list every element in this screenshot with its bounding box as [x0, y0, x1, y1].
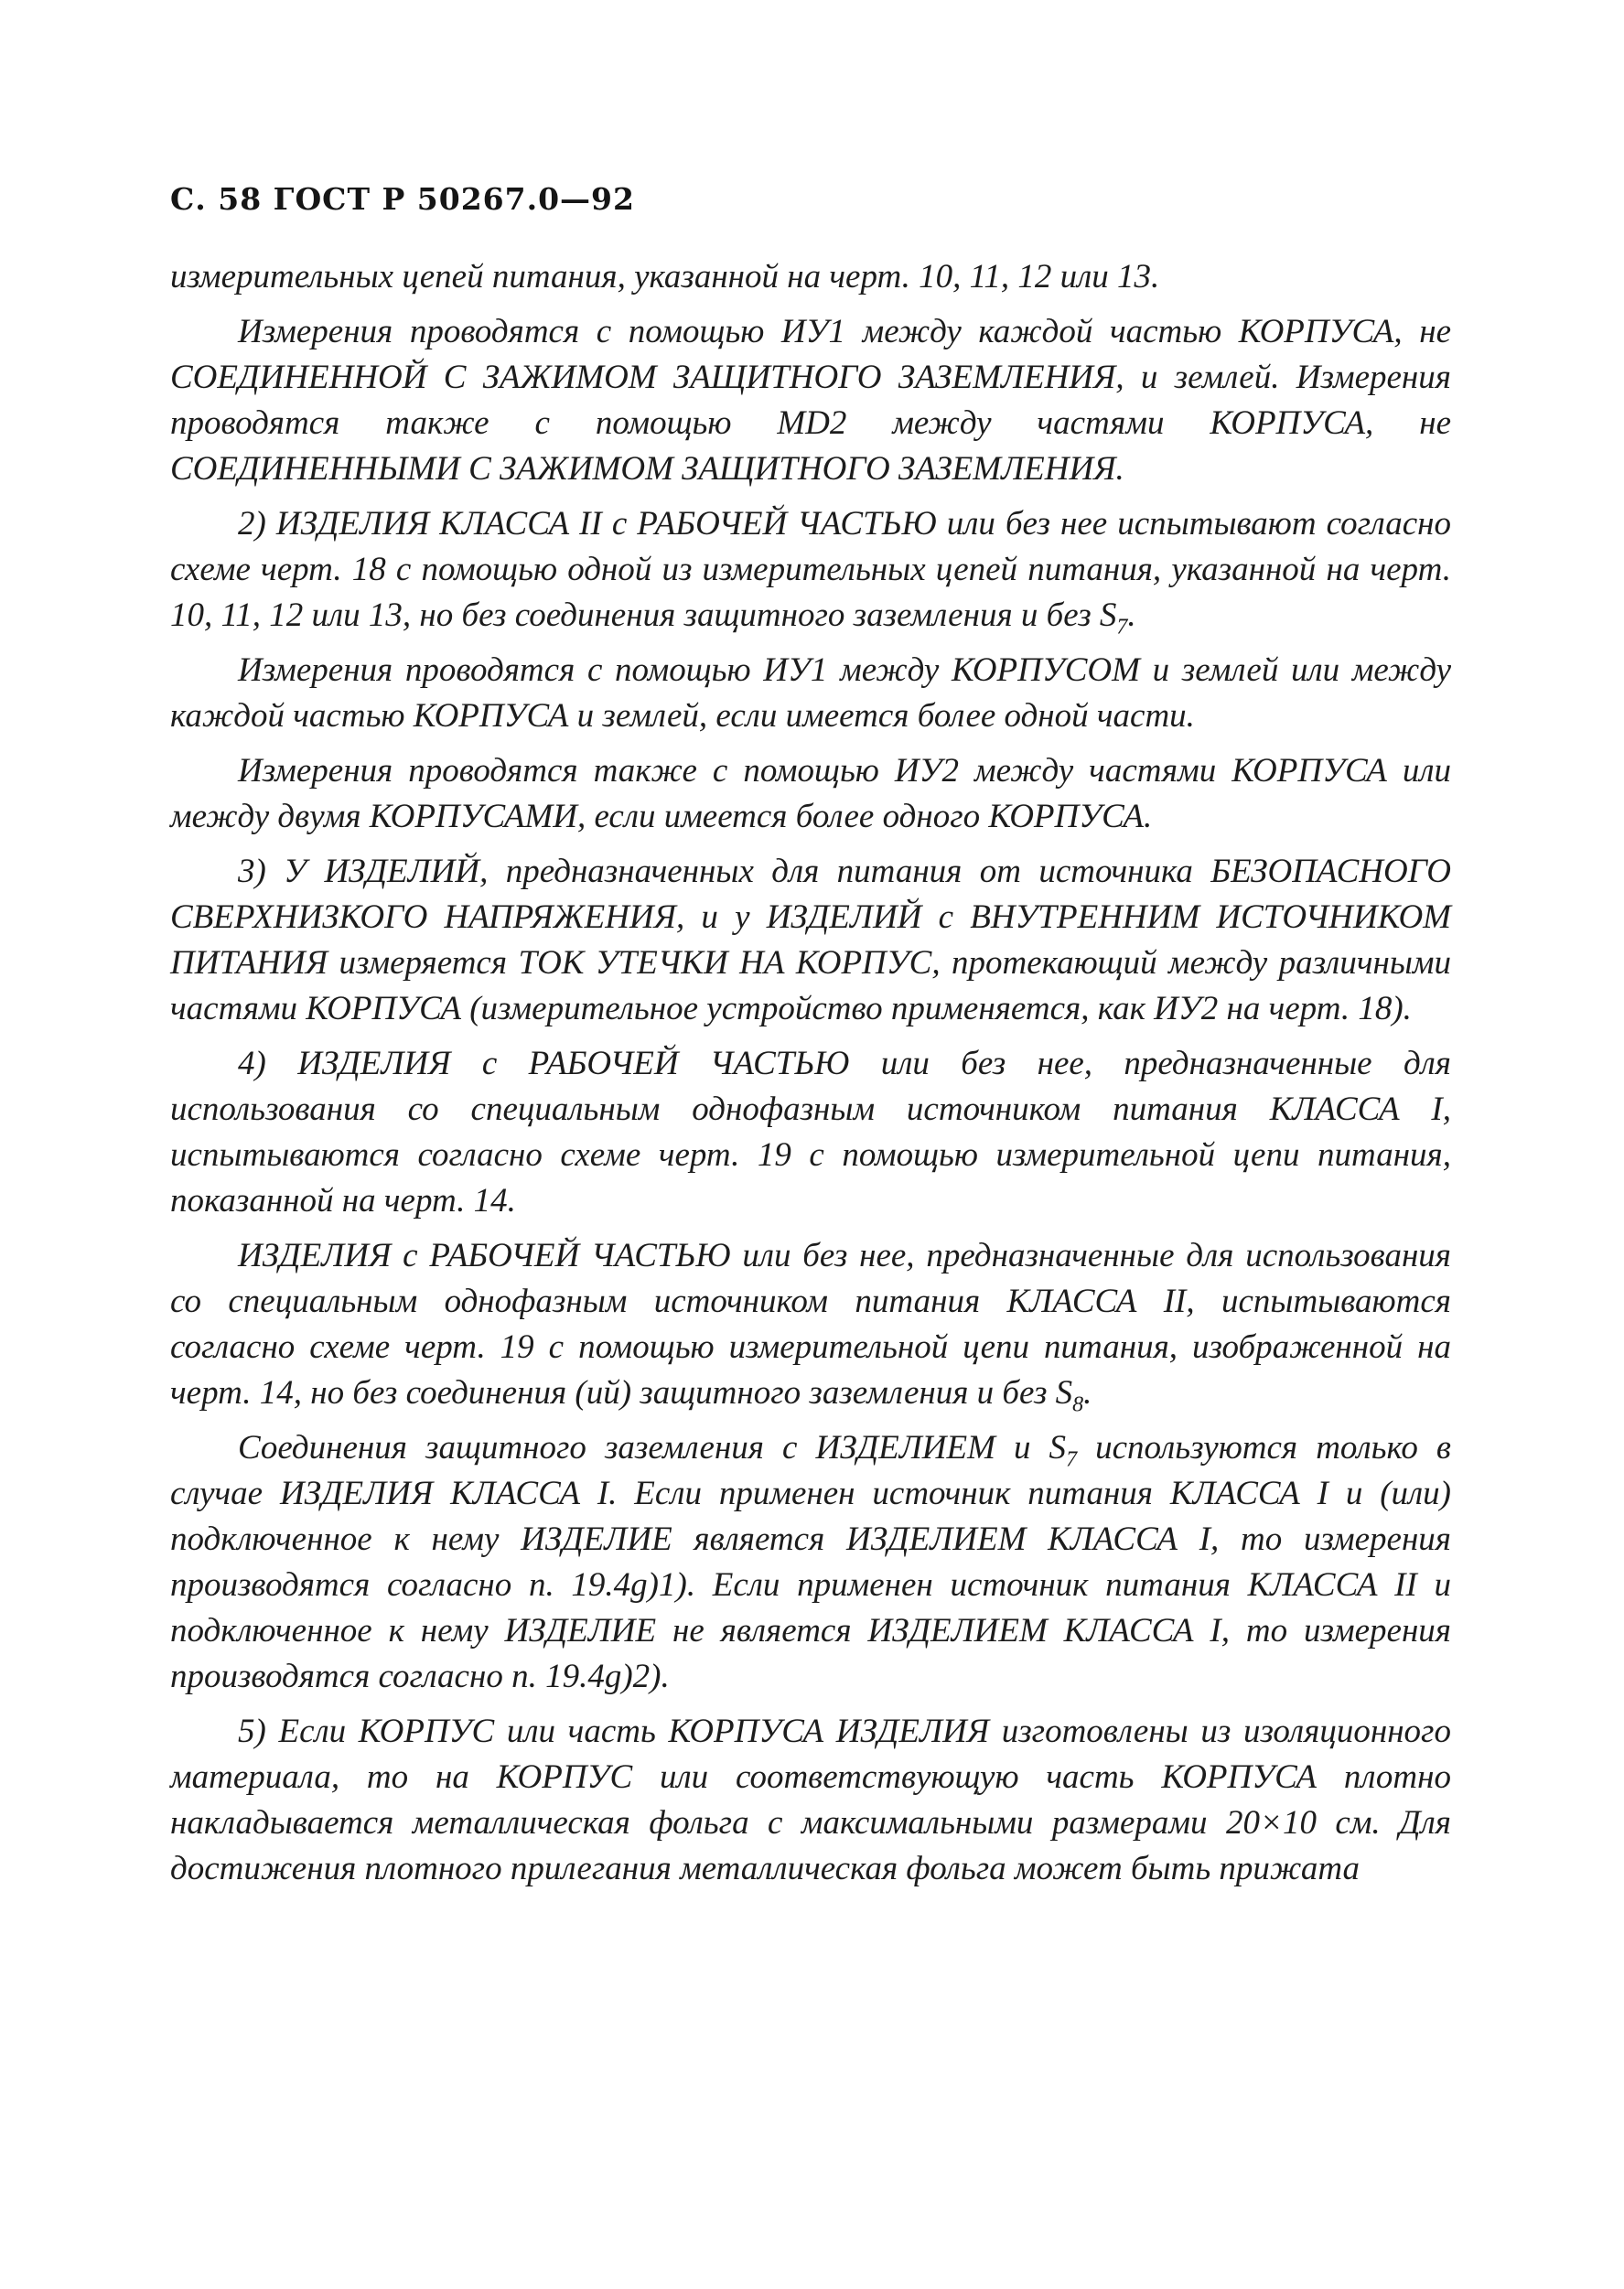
paragraph: 4) ИЗДЕЛИЯ с РАБОЧЕЙ ЧАСТЬЮ или без нее, предназначенные для использования со специальным однофазным источником питания КЛАССА I, испытываются согласно схеме черт. 19 с помощью измерительной цепи питания, показанной на черт. 14.	[170, 1045, 1451, 1220]
subscript: 7	[1116, 615, 1128, 639]
paragraph: Измерения проводятся также с помощью ИУ2 между частями КОРПУСА или между двумя КОРПУСАМИ, если имеется более одного КОРПУСА.	[170, 752, 1451, 835]
paragraph: 2) ИЗДЕЛИЯ КЛАССА II с РАБОЧЕЙ ЧАСТЬЮ или без нее испытывают согласно схеме черт. 18 с помощью одной из измерительных цепей питания, указанной на черт. 10, 11, 12 или 13, но без соединения защитного заземления и без $S_7$.	[170, 505, 1451, 639]
document-body	[170, 254, 1451, 1901]
paragraph: Измерения проводятся с помощью ИУ1 между КОРПУСОМ и землей или между каждой частью КОРПУСА и землей, если имеется более одной части.	[170, 651, 1451, 735]
paragraph: ИЗДЕЛИЯ с РАБОЧЕЙ ЧАСТЬЮ или без нее, предназначенные для использования со специальным однофазным источником питания КЛАССА II, испытываются согласно схеме черт. 19 с помощью измерительной цепи питания, изображенной на черт. 14, но без соединения (ий) защитного заземления и без $S_8$.	[170, 1237, 1451, 1417]
page-header: С. 58 ГОСТ Р 50267.0—92	[170, 181, 635, 217]
paragraph: 5) Если КОРПУС или часть КОРПУСА ИЗДЕЛИЯ изготовлены из изоляционного материала, то на КОРПУС или соответствующую часть КОРПУСА плотно накладывается металлическая фольга с максимальными размерами 20×10 см. Для достижения плотного прилегания металлическая фольга может быть прижата	[170, 1713, 1451, 1887]
paragraph: измерительных цепей питания, указанной на черт. 10, 11, 12 или 13.	[170, 258, 1160, 296]
subscript: 8	[1072, 1392, 1084, 1417]
paragraph: 3) У ИЗДЕЛИЙ, предназначенных для питания от источника БЕЗОПАСНОГО СВЕРХНИЗКОГО НАПРЯЖЕНИЯ, и у ИЗДЕЛИЙ с ВНУТРЕННИМ ИСТОЧНИКОМ ПИТАНИЯ измеряется ТОК УТЕЧКИ НА КОРПУС, протекающий между различными частями КОРПУСА (измерительное устройство применяется, как ИУ2 на черт. 18).	[170, 853, 1451, 1027]
paragraph: Измерения проводятся с помощью ИУ1 между каждой частью КОРПУСА, не СОЕДИНЕННОЙ С ЗАЖИМОМ ЗАЩИТНОГО ЗАЗЕМЛЕНИЯ, и землей. Измерения проводятся также с помощью MD2 между частями КОРПУСА, не СОЕДИНЕННЫМИ С ЗАЖИМОМ ЗАЩИТНОГО ЗАЗЕМЛЕНИЯ.	[170, 313, 1451, 488]
paragraph: Соединения защитного заземления с ИЗДЕЛИЕМ и $S_7$ используются только в случае ИЗДЕЛИЯ КЛАССА I. Если применен источник питания КЛАССА I и (или) подключенное к нему ИЗДЕЛИЕ является ИЗДЕЛИЕМ КЛАССА I, то измерения производятся согласно п. 19.4g)1). Если применен источник питания КЛАССА II и подключенное к нему ИЗДЕЛИЕ не является ИЗДЕЛИЕМ КЛАССА I, то измерения производятся согласно п. 19.4g)2).	[170, 1429, 1451, 1695]
subscript: 7	[1066, 1447, 1078, 1472]
